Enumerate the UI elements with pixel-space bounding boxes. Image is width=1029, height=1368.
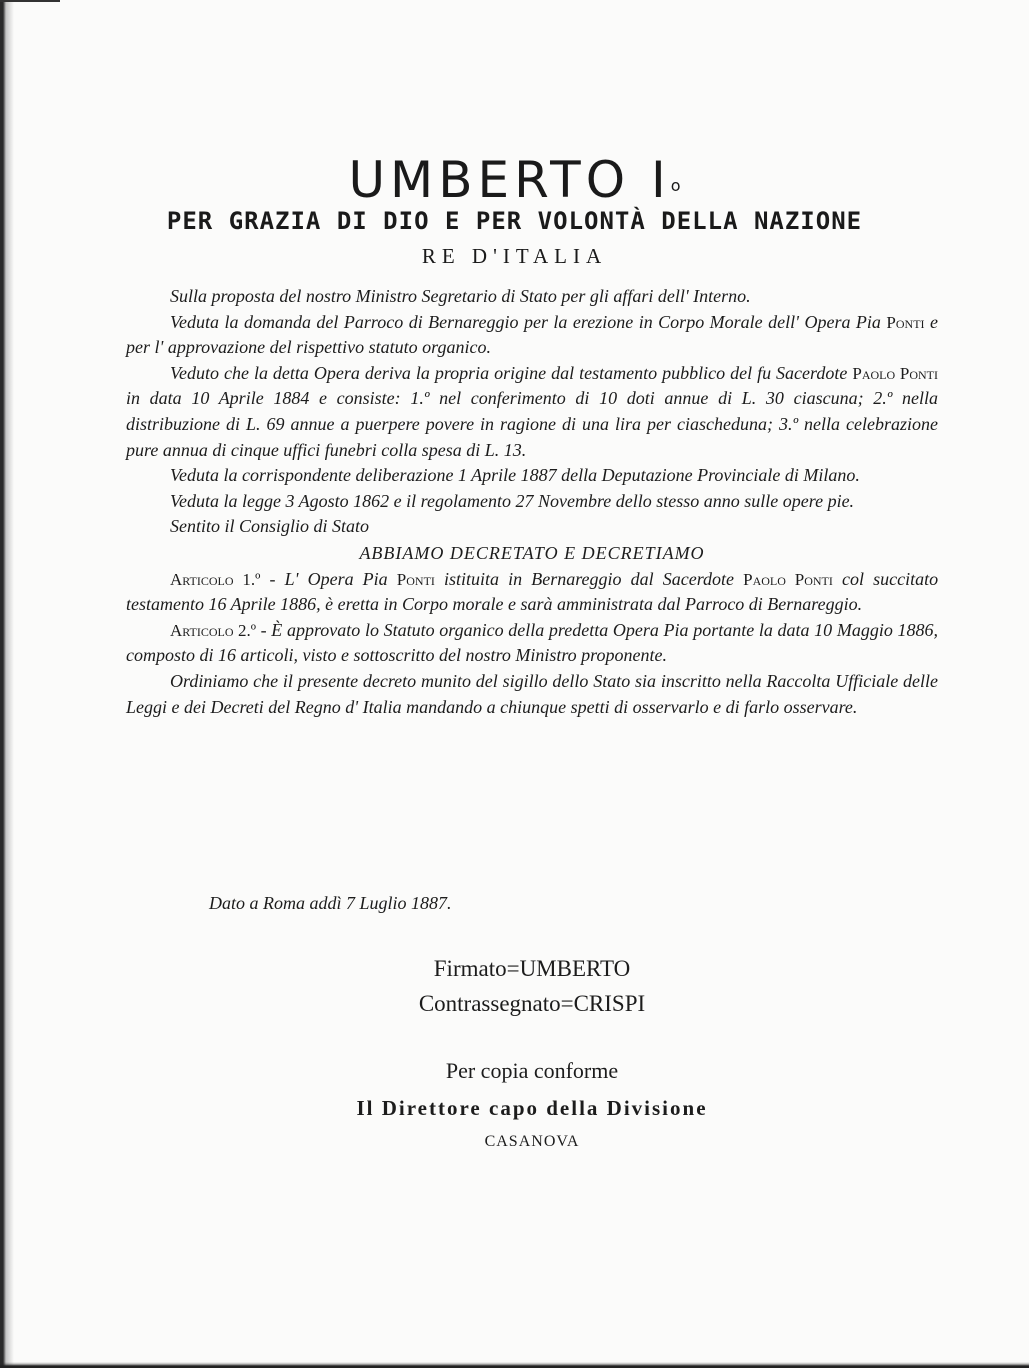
date-line: Dato a Roma addì 7 Luglio 1887. <box>209 893 452 913</box>
decree-heading: ABBIAMO DECRETATO E DECRETIAMO <box>359 542 705 563</box>
paragraph-council: Sentito il Consiglio di Stato <box>170 516 370 537</box>
signature-countersign: Contrassegnato=CRISPI <box>418 991 646 1016</box>
kingdom-line: RE D'ITALIA <box>421 244 608 268</box>
paragraph-deliberation: Veduta la corrispondente deliberazione 1 Aprile 1887 della Deputazione Provinciale di Milano. <box>170 465 860 486</box>
scan-edge-top <box>0 0 60 2</box>
copy-conform-line: Per copia conforme <box>445 1058 619 1083</box>
paragraph-request: Veduta la domanda del Parroco di Bernareggio per la erezione in Corpo Morale dell' Opera Pia Ponti e per l' approvazione del rispettivo statuto organico. <box>126 311 939 358</box>
paragraph-law: Veduta la legge 3 Agosto 1862 e il regolamento 27 Novembre dello stesso anno sulle opere pie. <box>170 490 855 511</box>
paragraph-order: Ordiniamo che il presente decreto munito del sigillo dello Stato sia inscritto nella Raccolta Ufficiale delle Leggi e dei Decreti del Regno d' Italia mandando a chiunque spetti di osservarlo e di farlo osservare. <box>126 670 938 717</box>
signature-king: Firmato=UMBERTO <box>433 956 631 981</box>
director-name: CASANOVA <box>484 1133 580 1150</box>
title-ordinal: o <box>670 176 681 195</box>
article-1: Articolo 1.º - L' Opera Pia Ponti istituita in Bernareggio dal Sacerdote Paolo Ponti col succitato testamento 16 Aprile 1886, è eretta in Corpo morale e sarà amministrata dal Parroco di Bernareggio. <box>126 568 939 615</box>
decree-body <box>126 284 938 720</box>
paragraph-origin: Veduto che la detta Opera deriva la propria origine dal testamento pubblico del fu Sacerdote Paolo Ponti in data 10 Aprile 1884 e consiste: 1.º nel conferimento di 10 doti annue di L. 30 ciascuna; 2.º nella distribuzione di L. 69 annue a puerpere povere in ragione di una lira per ciascheduna; 3.º nella celebrazione pure annua di cinque uffici funebri colla spesa di L. 13. <box>126 362 939 460</box>
scan-edge-bottom <box>0 1362 1029 1368</box>
article-2: Articolo 2.º - È approvato lo Statuto organico della predetta Opera Pia portante la data 10 Maggio 1886, composto di 16 articoli, visto e sottoscritto del nostro Ministro proponente. <box>126 619 938 666</box>
director-title: Il Direttore capo della Divisione <box>356 1096 708 1120</box>
document-title: UMBERTO $I^o$ <box>348 151 681 209</box>
document-subtitle: PER GRAZIA DI DIO E PER VOLONTÀ DELLA NAZIONE <box>166 207 863 235</box>
paragraph-proposal: Sulla proposta del nostro Ministro Segretario di Stato per gli affari dell' Interno. <box>170 286 751 306</box>
